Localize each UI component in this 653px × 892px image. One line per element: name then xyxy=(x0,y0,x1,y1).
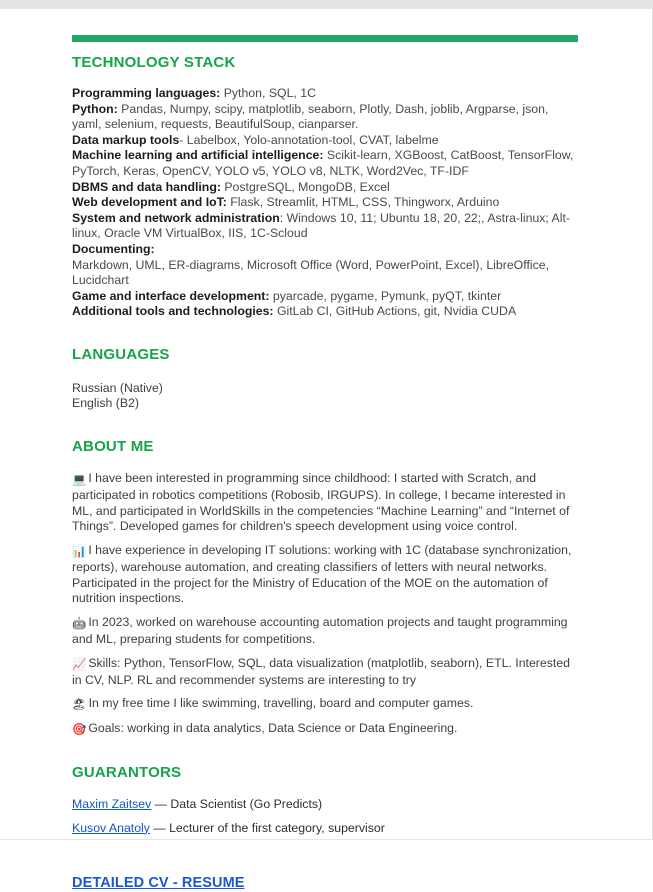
tech-line xyxy=(72,304,578,320)
tech-line-value: Markdown, UML, ER-diagrams, Microsoft Office (Word, PowerPoint, Excel), LibreOffice, Lucidchart xyxy=(72,257,549,288)
tech-line xyxy=(72,195,578,211)
robot-icon: 🤖 xyxy=(72,616,87,631)
guarantor-row xyxy=(72,821,578,837)
tech-line-label: Python: xyxy=(72,101,118,116)
language-item: English (B2) xyxy=(72,396,139,411)
tech-line-value: - Labelbox, Yolo-annotation-tool, CVAT, labelme xyxy=(179,132,439,147)
about-item xyxy=(72,615,578,648)
about-item xyxy=(72,656,578,689)
language-item: Russian (Native) xyxy=(72,380,163,395)
guarantor-row xyxy=(72,797,578,813)
guarantor-role: — Data Scientist (Go Predicts) xyxy=(151,797,323,812)
section-heading-guarantors: GUARANTORS xyxy=(72,764,182,782)
tech-line xyxy=(72,148,578,179)
about-me-body xyxy=(72,471,578,738)
about-item-text: I have been interested in programming since childhood: I started with Scratch, and participated in robotics competitions (Robosib, IRGUPS). In college, I became interested in ML, and participated in WorldSkills in the competencies “Machine Learning” and “Internet of Things”. Developed games for children's speech development using voice control. xyxy=(72,470,570,534)
about-item xyxy=(72,543,578,607)
guarantors-body xyxy=(72,797,578,836)
target-icon: 🎯 xyxy=(72,722,87,737)
guarantor-link[interactable]: Kusov Anatoly xyxy=(72,820,150,835)
tech-line xyxy=(72,242,578,258)
detailed-cv-resume-link[interactable]: DETAILED CV - RESUME xyxy=(72,875,245,892)
about-item xyxy=(72,696,578,713)
tech-line-value: GitLab CI, GitHub Actions, git, Nvidia CUDA xyxy=(273,304,517,319)
tech-line-value: Scikit-learn, XGBoost, CatBoost, TensorFlow, PyTorch, Keras, OpenCV, YOLO v5, YOLO v8, NLTK, Word2Vec, TF-IDF xyxy=(72,148,574,178)
tech-line-label: Data markup tools xyxy=(72,132,180,147)
tech-line-label: Documenting: xyxy=(72,241,155,256)
tech-line xyxy=(72,180,578,196)
tech-line-value: PostgreSQL, MongoDB, Excel xyxy=(220,179,390,194)
tech-line xyxy=(72,211,578,242)
beach-icon: 🏖 xyxy=(72,697,87,712)
tech-line-value: pyarcade, pygame, Pymunk, pyQT, tkinter xyxy=(269,288,502,303)
chart-increasing-icon: 📈 xyxy=(72,656,87,671)
about-item-text: In 2023, worked on warehouse accounting automation projects and taught programming and ML, preparing students for competitions. xyxy=(72,615,568,647)
guarantor-link[interactable]: Maxim Zaitsev xyxy=(72,797,152,812)
about-item-text: Skills: Python, TensorFlow, SQL, data visualization (matplotlib, seaborn), ETL. Interested in CV, NLP. RL and recommender systems are interesting to try xyxy=(72,655,570,687)
tech-line xyxy=(72,289,578,305)
tech-line-label: Programming languages: xyxy=(72,86,221,100)
about-item-text: Goals: working in data analytics, Data Science or Data Engineering. xyxy=(88,721,458,736)
tech-line-value: Flask, Streamlit, HTML, CSS, Thingworx, Arduino xyxy=(226,195,500,210)
section-heading-languages: LANGUAGES xyxy=(72,345,170,363)
bar-chart-icon: 📊 xyxy=(72,544,87,559)
section-heading-technology-stack: TECHNOLOGY STACK xyxy=(72,54,236,71)
document-content xyxy=(72,35,578,892)
tech-line-label: Machine learning and artificial intelligence: xyxy=(72,148,324,163)
tech-line xyxy=(72,133,578,149)
tech-line xyxy=(72,258,578,289)
about-item-text: In my free time I like swimming, travelling, board and computer games. xyxy=(88,696,474,711)
about-item-text: I have experience in developing IT solutions: working with 1C (database synchronization, reports), warehouse automation, and creating classifiers of letters with neural networks. Participated in the project for the Ministry of Education of the MOE on the automation of nutrition inspections. xyxy=(72,543,572,606)
tech-line-value: Pandas, Numpy, scipy, matplotlib, seaborn, Plotly, Dash, joblib, Argparse, json, yaml, selenium, requests, BeautifulSoup, cianparser. xyxy=(72,101,549,132)
tech-line-label: DBMS and data handling: xyxy=(72,179,221,194)
detailed-cv-wrapper xyxy=(72,874,578,892)
tech-line-value: : Windows 10, 11; Ubuntu 18, 20, 22;, Astra-linux; Alt-linux, Oracle VM VirtualBox, IIS, 1C-Scloud xyxy=(72,210,571,241)
tech-line-value: Python, SQL, 1C xyxy=(220,86,316,100)
about-item xyxy=(72,471,578,535)
tech-line-label: System and network administration xyxy=(72,210,280,225)
section-divider-rule xyxy=(72,35,578,42)
tech-line-label: Web development and IoT: xyxy=(72,195,227,210)
guarantor-role: — Lecturer of the first category, supervisor xyxy=(149,820,385,835)
tech-line xyxy=(72,86,578,102)
window-top-strip xyxy=(0,0,653,9)
technology-stack-body xyxy=(72,86,578,320)
tech-line xyxy=(72,102,578,133)
about-item xyxy=(72,721,578,738)
languages-body xyxy=(72,381,578,412)
section-heading-about-me: ABOUT ME xyxy=(72,437,154,455)
tech-line-label: Additional tools and technologies: xyxy=(72,304,274,319)
tech-line-label: Game and interface development: xyxy=(72,288,270,303)
laptop-icon: 💻 xyxy=(72,471,87,486)
